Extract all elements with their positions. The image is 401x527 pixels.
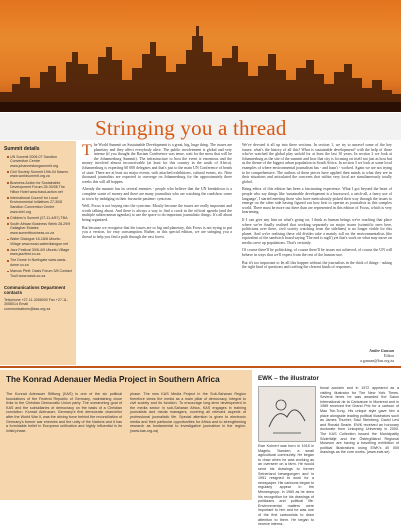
article-signoff: [360, 348, 394, 363]
author-name: Antlee Gunsan: [369, 348, 394, 353]
article-paragraph: Being editor of this edition has been a fascinating experience. What I got beyond the heart of people who say things like 'sustainable development is a buzzword, a catch-all, a fancy use of language', I started meeting those who have meticulously picked their way through the issues to emerge on the other side having figured out how best to operate as journalists in this complex world. There must be more out there than are represented in this edition of Focus, which is very heartening.: [242, 187, 392, 215]
article-column-1: [82, 143, 232, 242]
kas-column-1: The Konrad Adenauer Stiftung (KAS) is one of the six political foundations of the Federal Republic of Germany, maintaining close links to the Christian Democratic Union party. The overarching goal of KAS and the subsidiaries of democracy on the basis of a Christian conviction. Konrad Adenauer, Germany's first democratic chancellor after the World War II, was the driving force behind the reconciliation of Germany's former war enemies and the unity of the Nations and it has a formidable belief in European unification and highly influential in its initial phase.: [6, 392, 122, 433]
ewk-column-1: Ewe Kohrert was born in 1918 in Magelo, Sweden, a small agricultural community. He began to draw when he was working as an overseer on a farm. He would send his drawings to former Seinerland bewegungen and in 1951 resigned to work for a newspaper. His cartoons began to regularly appear in the Minnesgrupp. In 1960 as he drew his recognition for his drawings of politicians and political life. Environmental matters were important to him and he was one of the first cartoonists to draw attention to them. He began to receive interna-: [258, 444, 314, 527]
skyline-silhouette: [0, 22, 401, 112]
summit-item: Business Action for Sustainable Development Forum 28-30/08 The Hilton Hotel www.basd-action.net: [7, 181, 72, 195]
ewk-illustrator-panel: [256, 370, 401, 527]
article-column-2: [242, 143, 392, 273]
summit-item: Civil Society Summit 19th-04 Nasrec www.worldsummit.org.za: [7, 170, 72, 179]
article-paragraph: Well, Focus is not buying into the cynicism. Mostly because the issues are really important and worth talking about. And there is always a way to find a crack in the official agenda (and the multiple subterranean agendas) to use the space to do important journalistic things. It's all about being organized.: [82, 204, 232, 222]
summit-details-sidebar: [0, 141, 76, 365]
article-paragraph: But it's too important to let all this happen without the journalists in the thick of things - asking the right kind of questions and crafting the clearest kinds of responses.: [242, 260, 392, 270]
article-paragraph: The World Summit on Sustainable Development is a great, big, huge thing. The issues are planetary and they affect everybody alive. The public involvement is global and very intense (if you thought the Racism Conference was tense, wait for the mess that will be the Johannesburg Summit). The infrastructure to host the event is enormous and the money involved almost inconceivable (at least for this country in the south of Africa). Johannesburg is expecting 60 000 delegates and that's just to the main UN Conference of heads of state. There are at least six major events, with attached exhibitions, cultural events, etc. Nine thousand journalists are expected to converge on Johannesburg for the approximately three weeks this will all happen.: [82, 142, 232, 184]
summit-item: Jazz Festival 30/8-4/9 Ubuntu Village www.jazzfest.co.za: [7, 248, 72, 257]
section-divider: [0, 366, 401, 368]
summit-list: [4, 155, 72, 279]
kas-media-project-panel: [0, 370, 252, 500]
sidebar-heading: Summit details: [4, 146, 40, 152]
article-paragraph: If I can give any hint on what's going on, I think as human beings we're reaching that place where we've finally realised that working separately on major issues (scientific ones here, politicians over there, civil society watching from the sidelines) is no longer viable for this planet. And we're realising these old divides take a mainly toll on the environmentalists (the equivalent of the sandwich board saying 'The end is nigh') yet that's work on what may move on media carve up populations. That's certainly.: [242, 217, 392, 245]
summit-item: Children's Summit (07-11-4/8?) TBA: [7, 216, 72, 221]
hero-skyline-image: [0, 0, 401, 112]
article-paragraph: But because we recognise that the issues are so big and planetary, this Focus is not trying to put you a version, for easy consumption. Rather, in this special edition, we are stringing you a thread to help you find a path through the vast forest.: [82, 225, 232, 239]
author-email[interactable]: a.gunsan@kas.org.za: [360, 358, 394, 363]
article-paragraph: We've devoted it all up into three sections. In section 1, we try to unravel some of the key issues: what's the history of all this? What is sustainable development? with the help of those who've watched the global play unfold for at least the last 10 years. In section 2 we look at Johannesburg as the site of the summit and how that city is focusing on itself not just as host but as the theme of the biggest urban population in South Africa. In section 3 we look at some local examples of where environmental journalism has - and hasn't - worked. Again we are not trying to be comprehensive. The authors of these pieces have applied their minds to what they see in their situations and articulated the concerns that within very local are simultaneously totally global.: [242, 143, 392, 184]
article-title-bar: [0, 113, 401, 140]
ewk-cartoon-image: [258, 386, 316, 442]
summit-item: South African Business Week 28-29/9 Gallagher Estates www.summitbusiness.co.za: [7, 222, 72, 236]
kas-column-2: phase. The new KAS Media Project in the Sub-Saharan Region therefore views the media as a main pillar of democracy, integral to civil society and its function. To encourage long-term development in the media sector in sub-Saharan Africa, KAS engages in training journalists and media managers, covering all relevant aspects of professional journalistic life. Special attention is given to electronic media and their particular opportunities for Africa and to strengthening research as fundamental to investigative journalism in the region. (www.kas.org.za): [130, 392, 246, 433]
ewk-column-2: tional acclaim and in 1972 appeared as a visiting illustrator for The New York Times. Several times he was awarded the Salon International de la Caricature in Montreal and in 1989 received the Grand Prix for a cartoon of Mao Tse-Tung. His unique style gave him a place alongside leading political illustrators such as James Thurber, Saul Steinberg, David Levi and Ronald Searle. EWK received an honorary doctorate from Linkoping University in 2000. The KAS Collection issued the Municipality Södertälje and the Östergötland Regional Museum are having a travelling exhibition of political illustrations using EWK's 40 000 drawings as the core works. (www.ewk.se): [320, 386, 399, 455]
kas-heading: The Konrad Adenauer Media Project in Southern Africa: [6, 375, 220, 384]
article-paragraph: Of course there'll be politicking, of course there'll be issues not achieved, of course the UN will behave in ways that we'll expect from the rest of the human race.: [242, 248, 392, 258]
summit-item: Marcus Plett: Oasis Forum 3/8 Contact Tuuli www.oasis.co.za: [7, 269, 72, 278]
summit-item: UN Summit 2006-07 Sandton Convention Centre www.johannesburgsummit.org: [7, 155, 72, 169]
communications-heading: Communications Department contacts: [4, 285, 66, 295]
summit-item: International Council for Local Environmental Initiatives 27-30/8 Sandton Convention Centre www.iclei.org: [7, 196, 72, 214]
ewk-heading: EWK – the illustrator: [258, 375, 319, 382]
drop-cap: T: [82, 142, 92, 159]
summit-item: Water Dialogue 16-18/8 Ubuntu Village www.wssd-waterdialogue.net: [7, 237, 72, 246]
article-body: [82, 143, 394, 363]
article-paragraph: Already the summit has its several enemies - people who believe that the UN breakdown is a complete waste of money and there are many journalists who are watching the roadshow come to town by indulging in their favourite pastime: cynicism.: [82, 187, 232, 201]
article-title: Stringing you a thread: [95, 116, 287, 140]
summit-item: The Dome in Northgate www.oasis-dome.co.za: [7, 258, 72, 267]
communications-contact: Telephone +27-11-3056000 Fax +27-11-3056014 Email communications@kas.org.za: [4, 297, 69, 311]
cartoon-illustration-icon: [259, 387, 315, 441]
author-role: Editor: [384, 353, 394, 358]
